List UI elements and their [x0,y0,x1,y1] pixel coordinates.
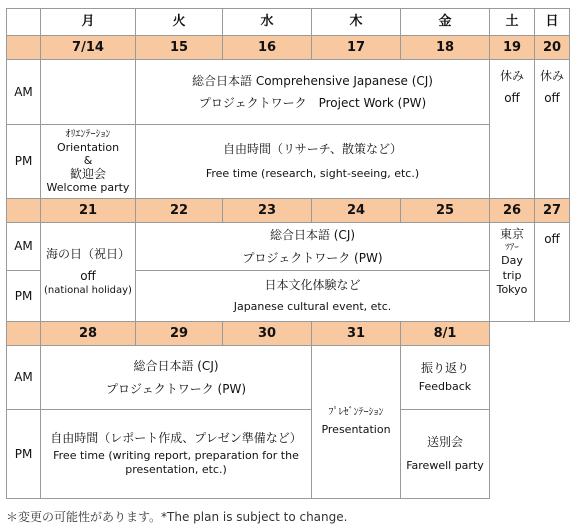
week1-am-main-line2: プロジェクトワーク Project Work (PW) [198,96,427,110]
week1-pm-mon-cell [40,124,136,199]
header-day-thu: 木 [311,8,401,36]
week3-date-blank [6,321,41,346]
week1-pm-mon-line2: Orientation [56,140,120,154]
week2-date-fri: 25 [400,198,490,223]
week3-am-main-cell [40,345,312,410]
week3-am-main-line2: プロジェクトワーク (PW) [105,381,247,396]
week3-thu-cell [311,345,401,499]
week3-date-wed: 30 [222,321,312,346]
week2-sat-line3: Day [501,254,523,268]
week2-date-sun: 27 [534,198,570,223]
header-day-mon: 月 [40,8,136,36]
week1-date-mon: 7/14 [40,35,136,60]
week3-date-tue: 29 [135,321,223,346]
week1-pm-mon-line5: Welcome party [46,181,130,195]
week2-date-sat: 26 [489,198,535,223]
week1-am-mon-empty [40,59,136,125]
header-day-fri: 金 [400,8,490,36]
week1-sun-line2: off [544,91,560,106]
week2-date-mon: 21 [40,198,136,223]
week1-pm-main-cell [135,124,490,199]
week3-fri-am-line1: 振り返り [420,360,469,375]
week3-date-thu: 31 [311,321,401,346]
week2-mon-line3: (national holiday) [44,285,132,297]
week2-pm-main-line1: 日本文化体験など [264,278,361,293]
week2-sun-cell [534,222,570,322]
week3-fri-pm-cell [400,409,490,499]
week1-date-tue: 15 [135,35,223,60]
week3-fri-am-line2: Feedback [418,380,472,394]
week1-pm-main-line1: 自由時間（リサーチ、散策など） [223,141,402,156]
week2-date-wed: 23 [222,198,312,223]
week3-date-fri: 8/1 [400,321,490,346]
week3-pm-main-line2: Free time (writing report, preparation for the [53,448,299,462]
week3-thu-line1: ﾌﾟﾚｾﾞﾝﾃｰｼｮﾝ [328,406,384,418]
week2-date-thu: 24 [311,198,401,223]
week1-sun-cell [534,59,570,199]
week2-pm-main-line2: Japanese cultural event, etc. [233,299,392,313]
week1-am-main-cell [135,59,490,125]
week1-date-sat: 19 [489,35,535,60]
week2-mon-line2: off [80,269,96,284]
week1-pm-mon-line3: & [83,153,93,167]
week1-date-blank [6,35,41,60]
week3-pm-main-cell [40,409,312,499]
week2-sat-line2: ﾂｱｰ [505,242,519,253]
week2-am-main-line2: プロジェクトワーク (PW) [242,250,383,265]
week2-pm-main-cell [135,270,490,322]
week2-pm-label: PM [6,270,41,322]
header-day-wed: 水 [222,8,312,36]
week3-pm-main-line3: presentation, etc.) [125,462,227,476]
week3-thu-line2: Presentation [321,423,391,437]
week3-am-main-line1: 総合日本語 (CJ) [133,359,219,374]
week1-date-fri: 18 [400,35,490,60]
week1-pm-mon-line1: ｵﾘｴﾝﾃｰｼｮﾝ [65,128,111,140]
header-blank [6,8,41,36]
header-day-tue: 火 [135,8,223,36]
week1-date-sun: 20 [534,35,570,60]
week2-mon-cell [40,222,136,322]
week1-sun-line1: 休み [539,69,564,83]
week1-am-label: AM [6,59,41,125]
header-day-sat: 土 [489,8,535,36]
footnote: ＊変更の可能性があります。*The plan is subject to change. [6,510,348,524]
week3-fri-pm-line2: Farewell party [406,458,484,472]
week2-date-tue: 22 [135,198,223,223]
week2-sat-line5: Tokyo [496,282,528,296]
week3-date-mon: 28 [40,321,136,346]
week3-fri-pm-line1: 送別会 [426,435,463,450]
week3-pm-label: PM [6,409,41,499]
week1-date-wed: 16 [222,35,312,60]
week2-sat-line4: trip [502,268,522,282]
week3-pm-main-line1: 自由時間（レポート作成、プレゼン準備など） [50,430,302,445]
week1-date-thu: 17 [311,35,401,60]
week2-am-label: AM [6,222,41,271]
week1-sat-line2: off [504,91,520,106]
week1-sat-cell [489,59,535,199]
week2-sun-line1: off [544,232,560,246]
week2-sat-line1: 東京 [499,227,524,241]
week3-fri-am-cell [400,345,490,410]
week1-pm-mon-line4: 歓迎会 [69,166,106,181]
week2-am-main-line1: 総合日本語 (CJ) [269,228,356,243]
week2-sat-cell [489,222,535,322]
week1-am-main-line1: 総合日本語 Comprehensive Japanese (CJ) [192,73,433,88]
week2-am-main-cell [135,222,490,271]
week3-am-label: AM [6,345,41,410]
week2-mon-line1: 海の日（祝日） [45,247,130,262]
week1-pm-label: PM [6,124,41,199]
week1-pm-main-line2: Free time (research, sight-seeing, etc.) [205,167,420,181]
header-day-sun: 日 [534,8,570,36]
week2-date-blank [6,198,41,223]
week1-sat-line1: 休み [499,69,524,83]
